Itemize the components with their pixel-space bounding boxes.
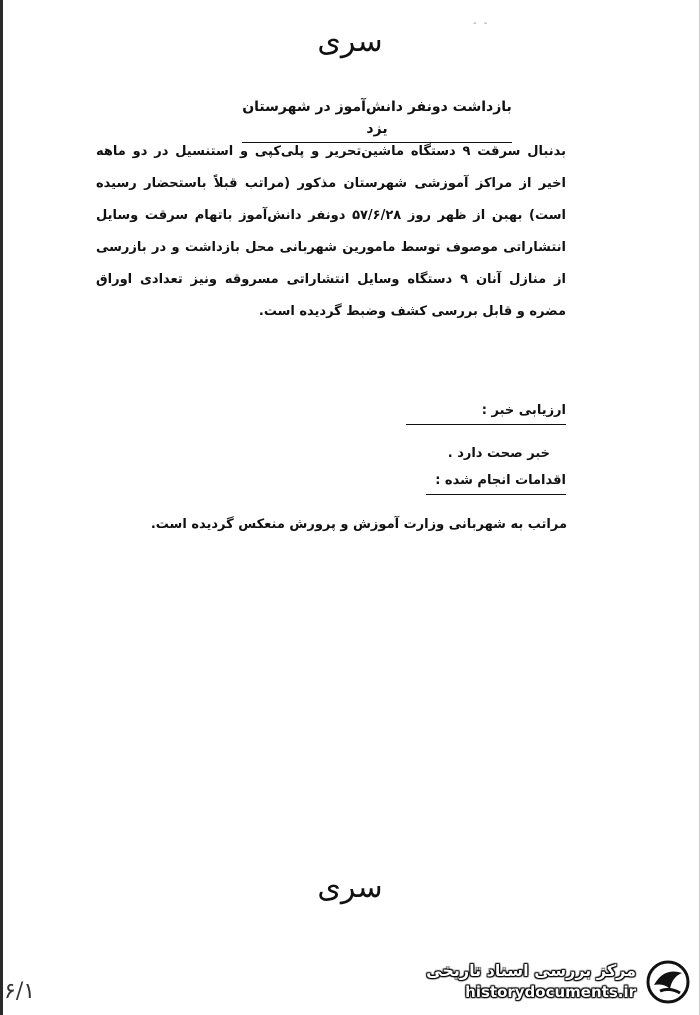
archive-center-logo-icon — [644, 959, 692, 1005]
classification-bottom: سری — [317, 870, 383, 905]
archive-watermark — [402, 959, 692, 1005]
scan-left-edge — [0, 0, 3, 1015]
page-corner-mark: ۶/۱ — [4, 979, 36, 1004]
watermark-url: historydocuments.ir — [465, 983, 636, 1001]
watermark-title: مرکز بررسی اسناد تاریخی — [426, 961, 636, 980]
news-truth-statement: خبر صحت دارد . — [447, 446, 550, 461]
document-heading: بازداشت دونفر دانش‌آموز در شهرستان یزد — [242, 96, 512, 143]
top-ink-mark: - - — [473, 18, 490, 29]
actions-label: اقدامات انجام شده : — [426, 470, 566, 495]
evaluation-label: ارزیابی خبر : — [406, 400, 566, 425]
classification-top: سری — [317, 24, 383, 59]
document-body: بدنبال سرقت ۹ دستگاه ماشین‌تحریر و پلی‌کپی و استنسیل در دو ماهه اخیر از مراکز آموزشی شهرستان مذکور (مراتب قبلاً باستحضار رسیده است) بهبن از ظهر روز ۵۷/۶/۲۸ دونفر دانش‌آموز باتهام سرقت وسایل انتشاراتی موصوف توسط مامورین شهربانی محل بازداشت و در بازرسی از منازل آنان ۹ دستگاه وسایل انتشاراتی مسروقه ونیز تعدادی اوراق مضره و قابل بررسی کشف وضبط گردیده است. — [96, 144, 566, 319]
referral-statement: مراتب به شهربانی وزارت آموزش و پرورش منعکس گردیده است. — [150, 517, 567, 532]
